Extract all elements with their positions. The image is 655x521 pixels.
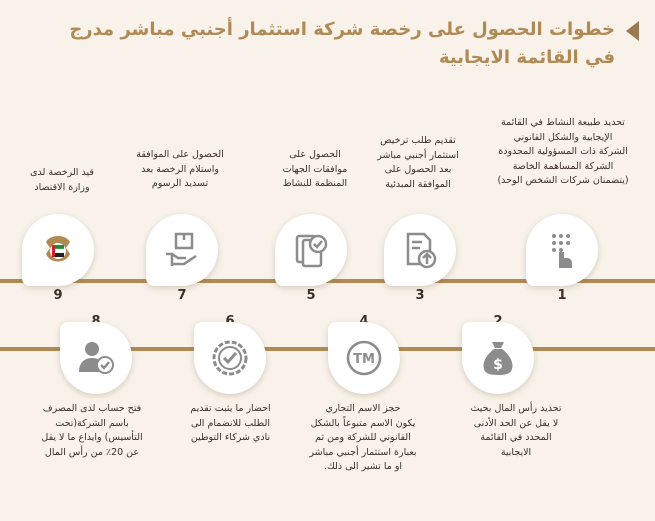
keypad-hand-icon: [542, 230, 582, 270]
step-1-text: تحديد طبيعة النشاط في القائمة الإيجابية والشكل القانوني الشركة ذات المسؤولية المحدودة الشركة المساهمة الخاصة (يتضمنان شركات الشخص الوحد): [497, 117, 629, 186]
step-1-number: 1: [557, 288, 567, 303]
step-9-number: 9: [53, 288, 63, 303]
uae-emblem-icon: [38, 230, 78, 270]
step-5-number: 5: [306, 288, 316, 303]
step-4-text: حجز الاسم التجاري يكون الاسم متبوعاً بالشكل القانوني للشركة ومن ثم بعبارة استثمار أجنبي مباشر او ما تشير الى ذلك.: [309, 403, 417, 472]
svg-text:TM: TM: [353, 352, 375, 367]
approval-document-icon: [291, 230, 331, 270]
step-2-text: تحديد رأس المال بحيث لا يقل عن الحد الأدنى المحدد في القائمة الايجابية: [470, 403, 562, 458]
step-5-text: الحصول على موافقات الجهات المنظمة للنشاط: [282, 149, 348, 189]
step-9-bubble: [22, 214, 94, 286]
badge-check-icon: [210, 338, 250, 378]
step-3-text: تقديم طلب ترخيص استثمار أجنبي مباشر بعد الحصول على الموافقة المبدئية: [377, 135, 459, 190]
step-8-text: فتح حساب لدى المصرف باسم الشركة(تحت التأسيس) وايداع ما لا يقل عن 20٪ من رأس المال: [41, 403, 143, 458]
page-title: خطوات الحصول على رخصة شركة استثمار أجنبي مباشر مدرج في القائمة الايجابية: [69, 19, 615, 68]
document-upload-icon: [400, 230, 440, 270]
svg-text:$: $: [493, 357, 503, 373]
step-5-bubble: [275, 214, 347, 286]
step-9-text: قيد الرخصة لدى وزارة الاقتصاد: [30, 167, 94, 193]
title-arrow-icon: [626, 21, 639, 41]
step-4-bubble: [328, 322, 400, 394]
step-1-bubble: [526, 214, 598, 286]
step-7-number: 7: [177, 288, 187, 303]
step-2-bubble: [462, 322, 534, 394]
step-3-number: 3: [415, 288, 425, 303]
step-3-bubble: [384, 214, 456, 286]
step-8-bubble: [60, 322, 132, 394]
step-6-text: احضار ما يثبت تقديم الطلب للانضمام الى نادي شركاء التوطين: [190, 403, 271, 443]
trademark-icon: [344, 338, 384, 378]
step-7-bubble: [146, 214, 218, 286]
step-6-bubble: [194, 322, 266, 394]
hand-box-icon: [162, 230, 202, 270]
money-bag-icon: [478, 338, 518, 378]
user-check-icon: [76, 338, 116, 378]
step-7-text: الحصول على الموافقة واستلام الرخصة بعد تسديد الرسوم: [136, 149, 224, 189]
title-block: [39, 16, 639, 72]
